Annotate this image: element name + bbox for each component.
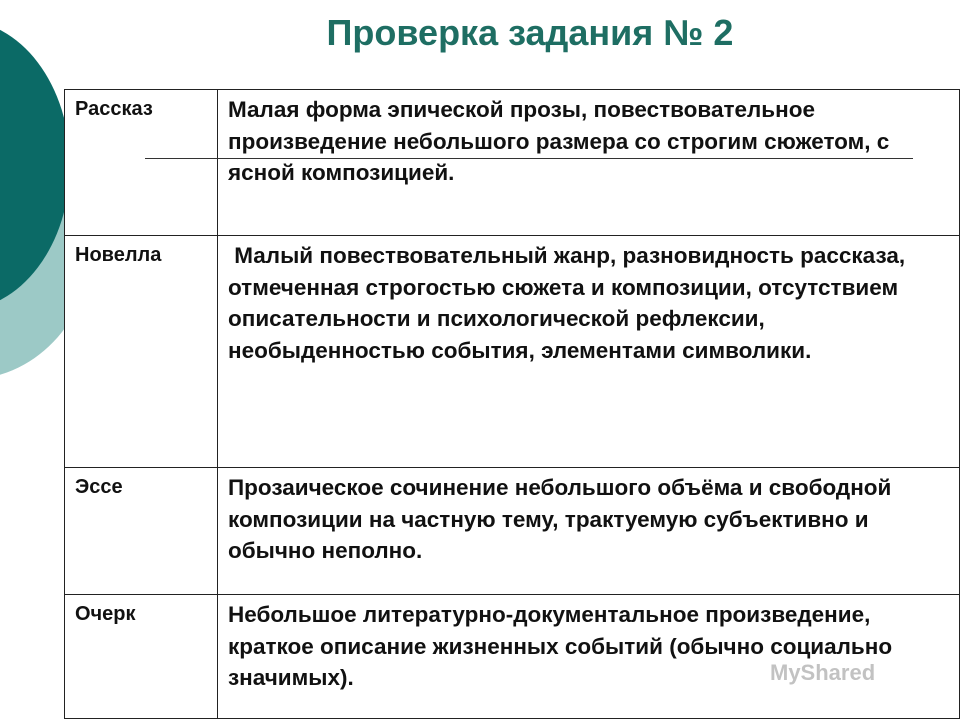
table-row (65, 468, 960, 595)
watermark-logo: MyShared (770, 660, 876, 685)
definitions-table (64, 89, 960, 719)
definition-cell: Небольшое литературно-документальное произведение, краткое описание жизненных событий (обычно социально значимых). (218, 595, 960, 719)
slide-title: Проверка задания № 2 (326, 12, 734, 53)
table-row (65, 595, 960, 719)
table-row (65, 90, 960, 236)
definition-cell: Прозаическое сочинение небольшого объёма и свободной композиции на частную тему, трактуемую субъективно и обычно неполно. (218, 468, 960, 595)
term-cell: Рассказ (65, 90, 218, 236)
definition-cell: Малый повествовательный жанр, разновидность рассказа, отмеченная строгостью сюжета и композиции, отсутствием описательности и психологической рефлексии, необыденностью события, элементами символики. (218, 236, 960, 468)
term-cell: Новелла (65, 236, 218, 468)
definition-cell: Малая форма эпической прозы, повествовательное произведение небольшого размера со строгим сюжетом, с ясной композицией. (218, 90, 960, 236)
stray-divider-line (145, 158, 913, 159)
term-cell: Эссе (65, 468, 218, 595)
term-cell: Очерк (65, 595, 218, 719)
table-row (65, 236, 960, 468)
